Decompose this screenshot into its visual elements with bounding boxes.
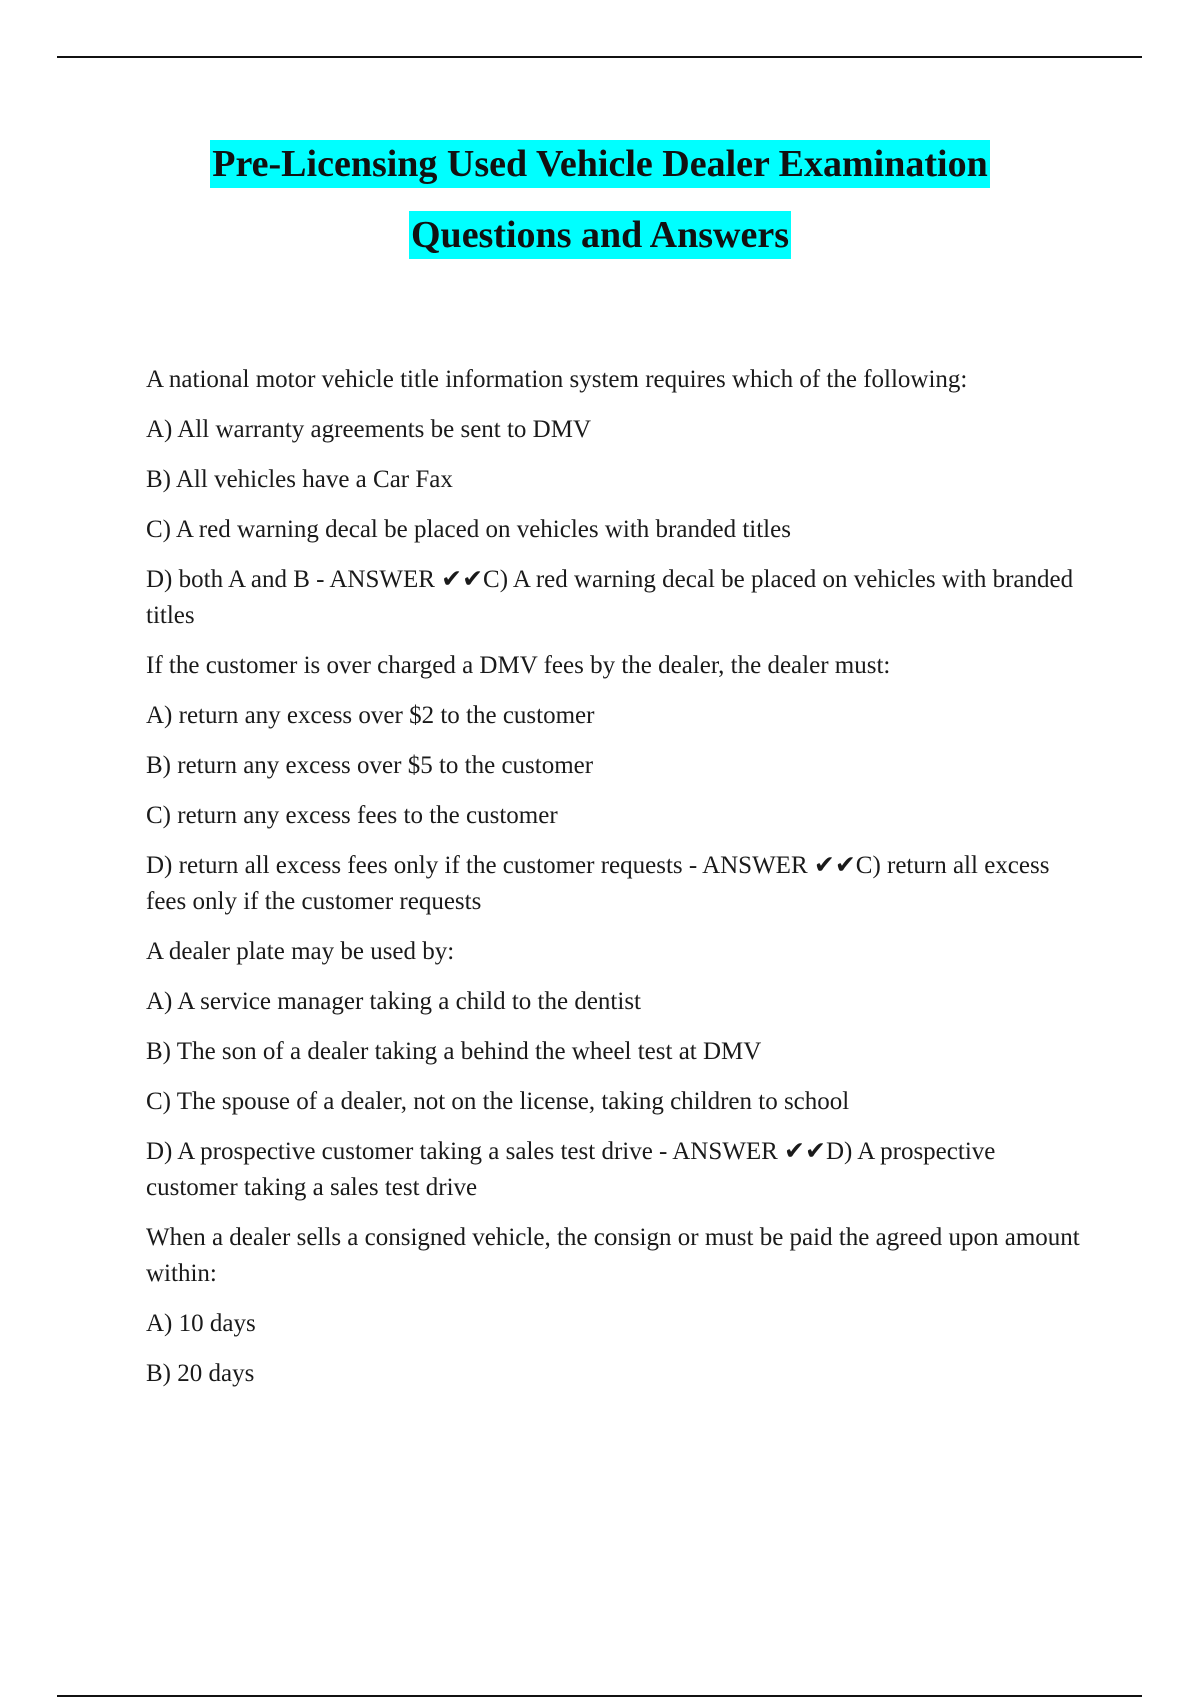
option-line: C) A red warning decal be placed on vehicles with branded titles bbox=[146, 516, 791, 543]
option-line: B) 20 days bbox=[146, 1360, 255, 1387]
answer-line: D) return all excess fees only if the customer requests - ANSWER ✔✔C) return all excess fees only if the customer requests bbox=[146, 852, 1050, 915]
option-line: A) return any excess over $2 to the customer bbox=[146, 702, 595, 729]
option-line: B) All vehicles have a Car Fax bbox=[146, 466, 453, 493]
document-body bbox=[146, 362, 1091, 1406]
title-line-2: Questions and Answers bbox=[409, 211, 791, 259]
option-line: A) 10 days bbox=[146, 1310, 256, 1337]
bottom-rule bbox=[57, 1695, 1142, 1697]
question-4: When a dealer sells a consigned vehicle, the consign or must be paid the agreed upon amount within: bbox=[146, 1224, 1080, 1287]
question-1: A national motor vehicle title information system requires which of the following: bbox=[146, 366, 968, 393]
question-2: If the customer is over charged a DMV fees by the dealer, the dealer must: bbox=[146, 652, 891, 679]
document-title bbox=[0, 140, 1200, 282]
title-line-1: Pre-Licensing Used Vehicle Dealer Examination bbox=[210, 140, 989, 188]
answer-line: D) A prospective customer taking a sales test drive - ANSWER ✔✔D) A prospective customer taking a sales test drive bbox=[146, 1138, 996, 1201]
top-rule bbox=[57, 56, 1142, 58]
option-line: B) return any excess over $5 to the customer bbox=[146, 752, 594, 779]
option-line: A) All warranty agreements be sent to DMV bbox=[146, 416, 592, 443]
answer-line: D) both A and B - ANSWER ✔✔C) A red warning decal be placed on vehicles with branded titles bbox=[146, 566, 1074, 629]
question-3: A dealer plate may be used by: bbox=[146, 938, 455, 965]
option-line: A) A service manager taking a child to the dentist bbox=[146, 988, 641, 1015]
option-line: C) return any excess fees to the customer bbox=[146, 802, 558, 829]
option-line: B) The son of a dealer taking a behind the wheel test at DMV bbox=[146, 1038, 762, 1065]
option-line: C) The spouse of a dealer, not on the license, taking children to school bbox=[146, 1088, 850, 1115]
